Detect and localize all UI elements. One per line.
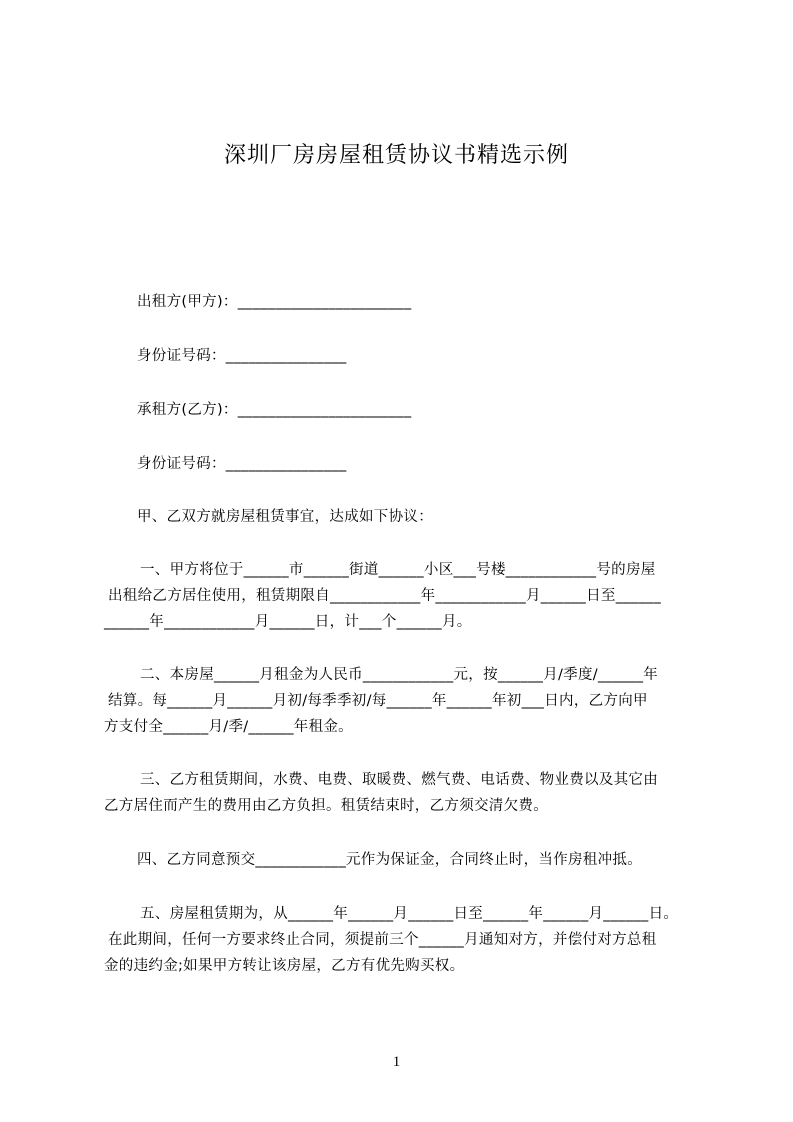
clause-3-line-1: 三、乙方租赁期间，水费、电费、取暖费、燃气费、电话费、物业费以及其它由 (140, 772, 658, 788)
clause-3-line-2: 乙方居住而产生的费用由乙方负担。租赁结束时，乙方须交清欠费。 (104, 798, 548, 814)
clause-5-line-1: 五、房屋租赁期为，从______年______月______日至______年______月______日。 (140, 906, 679, 922)
lessee-id-line: 身份证号码：________________ (137, 456, 347, 472)
clause-1-line-2: 出租给乙方居住使用，租赁期限自____________年____________月______日至______ (108, 588, 661, 604)
lessee-line: 承租方(乙方)：_______________________ (137, 402, 412, 418)
clause-1-line-1: 一、甲方将位于______市______街道______小区___号楼____________号的房屋 (140, 562, 656, 578)
lessor-id-line: 身份证号码：________________ (137, 348, 347, 364)
clause-4-line-1: 四、乙方同意预交____________元作为保证金，合同终止时，当作房租冲抵。 (137, 852, 642, 868)
clause-5-line-2: 在此期间，任何一方要求终止合同，须提前三个______月通知对方，并偿付对方总租 (108, 932, 657, 948)
document-title: 深圳厂房房屋租赁协议书精选示例 (223, 143, 569, 168)
lessor-line: 出租方(甲方)：_______________________ (137, 294, 412, 310)
clause-5-line-3: 金的违约金;如果甲方转让该房屋，乙方有优先购买权。 (104, 958, 465, 974)
clause-2-line-3: 方支付全______月/季/______年租金。 (104, 719, 353, 735)
clause-2-line-1: 二、本房屋______月租金为人民币____________元，按______月/季度/______年 (140, 667, 659, 683)
agreement-intro: 甲、乙双方就房屋租赁事宜，达成如下协议： (137, 509, 433, 525)
clause-2-line-2: 结算。每______月______月初/每季季初/每______年______年初___日内，乙方向甲 (108, 693, 648, 709)
clause-1-line-3: ______年____________月______日，计___个______月。 (104, 614, 472, 630)
page-number: 1 (392, 1054, 401, 1070)
